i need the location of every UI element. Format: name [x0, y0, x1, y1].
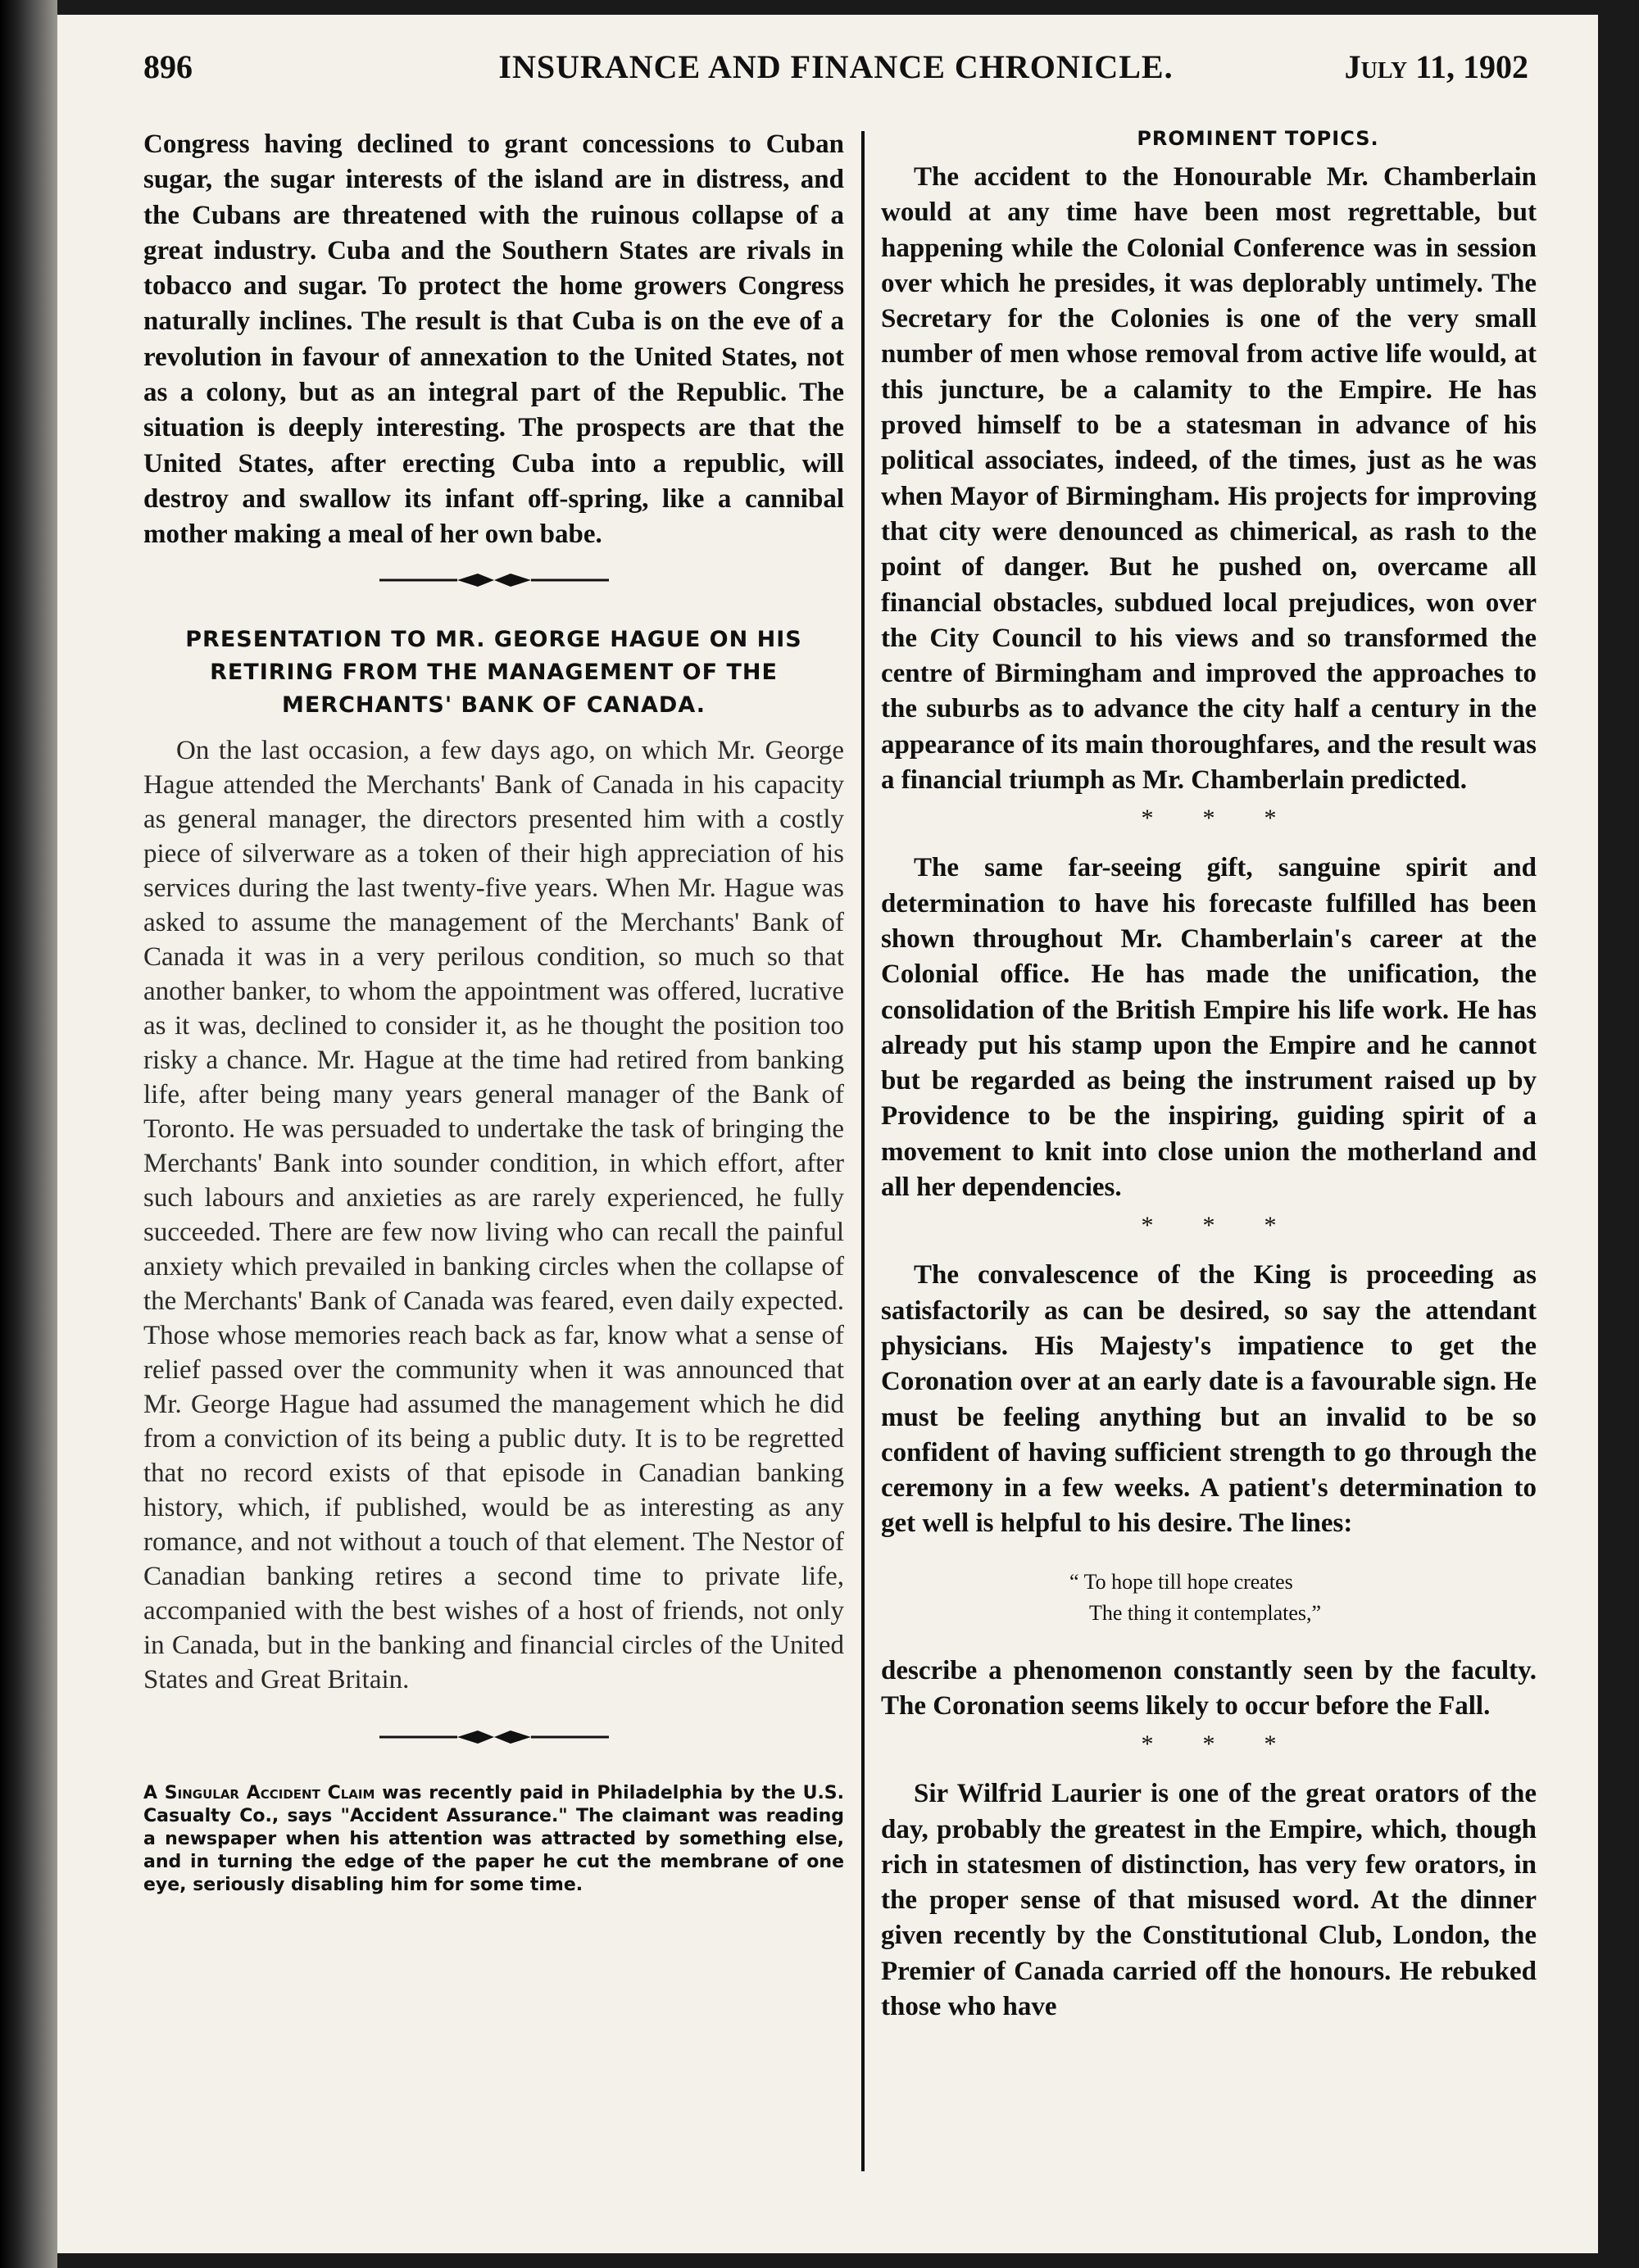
publication-title: INSURANCE AND FINANCE CHRONICLE.: [498, 48, 1174, 85]
article-body: On the last occasion, a few days ago, on which Mr. George Hague attended the Merchants' Bank of Canada in his capacity as general manager, the directors presented him with a costly piece of silverware as a token of their high appreciation of his services during the last twenty-five years. When Mr. Hague was asked to assume the management of the Merchants' Bank of Canada it was in a very perilous condition, so much so that another banker, to whom the appointment was offered, lucrative as it was, declined to consider it, as he thought the position too risky a chance. Mr. Hague at the time had retired from banking life, after being many years general manager of the Bank of Toronto. He was persuaded to undertake the task of bringing the Merchants' Bank into sounder condition, in which effort, after such labours and anxieties as are rarely experienced, he fully succeeded. There are few now living who can recall the painful anxiety which prevailed in banking circles when the collapse of the Merchants' Bank of Canada was feared, even daily expected. Those whose memories reach back as far, know what a sense of relief passed over the community when it was announced that Mr. George Hague had assumed the management which he did from a conviction of its being a public duty. It is to be regretted that no record exists of that episode in Canadian banking history, which, if published, would be as interesting as any romance, and not without a touch of that element. The Nestor of Canadian banking retires a second time to private life, accompanied with the best wishes of a host of friends, not only in Canada, but in the banking and financial circles of the United States and Great Britain.: [143, 735, 844, 1694]
section-stars: [881, 805, 1537, 832]
article-heading: PRESENTATION TO MR. GEORGE HAGUE ON HIS RETIRING FROM THE MANAGEMENT OF THE MERCHANTS' BANK OF CANADA.: [185, 626, 802, 718]
laurier-paragraph: Sir Wilfrid Laurier is one of the great orators of the day, probably the greatest in the Empire, which, though rich in statesmen of distinction, has very few orators, in the proper sense of that misused word. At the dinner given recently by the Constitutional Club, London, the Premier of Canada carried off the honours. He rebuked those who have: [881, 1779, 1537, 2022]
king-convalescence-paragraph: The convalescence of the King is proceeding as satisfactorily as can be desired, so say the attendant physicians. His Majesty's impatience to get the Coronation over at an early date is a favourable sign. He must be feeling anything but an invalid to be so confident of having sufficient strength to go through the ceremony in a few weeks. A patient's determination to get well is helpful to his desire. The lines:: [881, 1260, 1537, 1539]
right-column: [881, 127, 1537, 2025]
cuba-paragraph: Congress having declined to grant concessions to Cuban sugar, the sugar interests of the island are in distress, and the Cubans are threatened with the ruinous collapse of a great industry. Cuba and the Southern States are rivals in tobacco and sugar. To protect the home growers Congress naturally inclines. The result is that Cuba is on the eve of a revolution in favour of annexation to the United States, not as a colony, but as an integral part of the Republic. The situation is deeply interesting. The prospects are that the United States, after erecting Cuba into a republic, will destroy and swallow its infant off-spring, like a cannibal mother making a meal of her own babe.: [143, 129, 844, 550]
star: *: [1264, 805, 1277, 832]
section-stars: [881, 1730, 1537, 1758]
poem-line: The thing it contemplates,”: [1089, 1600, 1322, 1625]
column-divider: [861, 131, 865, 2171]
poem-line: “ To hope till hope creates: [1069, 1569, 1293, 1594]
star: *: [1141, 1212, 1154, 1240]
book-binding-edge: [0, 0, 57, 2268]
unification-paragraph: The same far-seeing gift, sanguine spirit and determination to have his forecaste fulfilled has been shown throughout Mr. Chamberlain's career at the Colonial office. He has made the unification, the consolidation of the British Empire his life work. He has already put his stamp upon the Empire and he cannot but be regarded as being the instrument raised up by Providence to be the inspiring, guiding spirit of a movement to knit into close union the motherland and all her dependencies.: [881, 853, 1537, 1203]
prominent-topics-heading: PROMINENT TOPICS.: [1137, 127, 1379, 150]
coronation-paragraph: describe a phenomenon constantly seen by the faculty. The Coronation seems likely to occur before the Fall.: [881, 1655, 1537, 1721]
section-stars: [881, 1212, 1537, 1240]
quoted-lines: [1069, 1567, 1537, 1629]
left-column: [143, 127, 844, 1897]
star: *: [1202, 1212, 1215, 1240]
star: *: [1141, 1730, 1154, 1758]
note-text: was recently paid in Philadelphia by the U.S. Casualty Co., says "Accident Assurance." The claimant was reading a newspaper when his attention was attracted by something else, and in turning the edge of the paper he cut the membrane of one eye, seriously disabling him for some time.: [143, 1782, 844, 1895]
ornament-divider: [379, 568, 609, 592]
issue-date: July 11, 1902: [1344, 48, 1528, 85]
star: *: [1141, 805, 1154, 832]
star: *: [1202, 805, 1215, 832]
star: *: [1264, 1212, 1277, 1240]
note-lead: A Singular Accident Claim: [143, 1782, 375, 1803]
accident-claim-note: [143, 1782, 844, 1897]
page-header: [143, 41, 1528, 98]
star: *: [1202, 1730, 1215, 1758]
ornament-divider-2: [379, 1725, 609, 1749]
page-number: 896: [143, 48, 193, 85]
star: *: [1264, 1730, 1277, 1758]
chamberlain-paragraph: The accident to the Honourable Mr. Chamberlain would at any time have been most regrettable, but happening while the Colonial Conference was in session over which he presides, it was deplorably untimely. The Secretary for the Colonies is one of the very small number of men whose removal from active life would, at this juncture, be a calamity to the Empire. He has proved himself to be a statesman in advance of his political associates, indeed, of the times, just as he was when Mayor of Birmingham. His projects for improving that city were denounced as chimerical, as rash to the point of danger. But he pushed on, overcame all financial obstacles, subdued local prejudices, won over the City Council to his views and so transformed the centre of Birmingham and improved the approaches to the suburbs as to advance the city half a century in the appearance of its main thoroughfares, and the result was a financial triumph as Mr. Chamberlain predicted.: [881, 162, 1537, 796]
